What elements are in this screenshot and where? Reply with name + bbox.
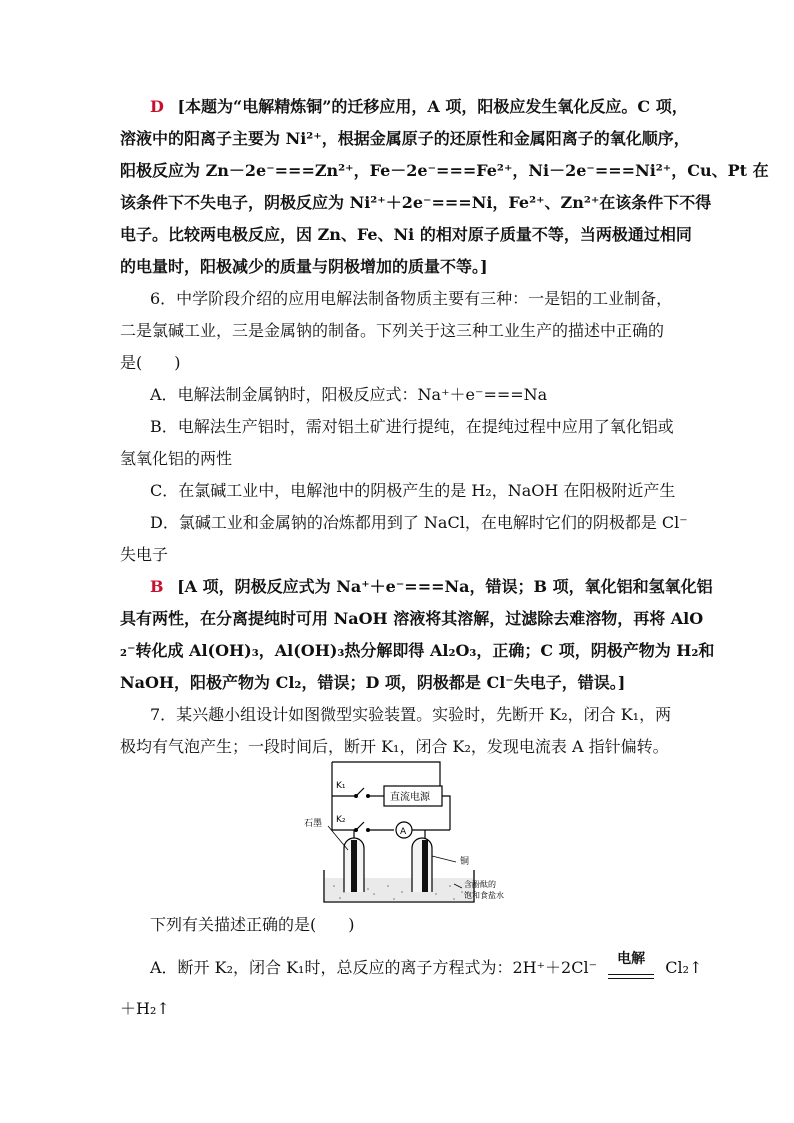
reaction-condition: 电解 [617,951,646,967]
graphite-label: 石墨 [304,819,323,829]
answer-line [150,96,688,118]
answer-text: [A 项，阴极反应式为 Na⁺＋e⁻===Na，错误；B 项，氧化铝和氢氧化铝 [177,577,713,596]
option-b: B．电解法生产铝时，需对铝土矿进行提纯，在提纯过程中应用了氧化铝或 [150,417,674,436]
answer-line [150,576,713,598]
option-d-cont: 失电子 [120,545,169,564]
option-c: C．在氯碱工业中，电解池中的阴极产生的是 H₂，NaOH 在阳极附近产生 [150,481,676,500]
question-line: 是( ) [120,353,181,372]
ammeter-label: A [400,827,407,837]
electrolysis-arrow [608,951,654,979]
question-line: 极均有气泡产生；一段时间后，断开 K₁，闭合 K₂，发现电流表 A 指针偏转。 [120,737,669,756]
solution-label-1: 含酚酞的 [464,880,496,889]
question-line: 6．中学阶段介绍的应用电解法制备物质主要有三种：一是铝的工业制备， [150,289,673,308]
answer-line: NaOH，阳极产物为 Cl₂，错误；D 项，阴极都是 Cl⁻失电子，错误。] [120,673,626,692]
answer-line: 阳极反应为 Zn－2e⁻===Zn²⁺，Fe－2e⁻===Fe²⁺，Ni－2e⁻===Ni²⁺，Cu、Pt 在 [120,161,769,180]
answer-letter: B [150,577,164,596]
answer-text: [本题为“电解精炼铜”的迁移应用，A 项，阳极应发生氧化反应。C 项， [177,97,688,116]
electrolysis-apparatus-diagram [304,756,524,906]
option-d: D．氯碱工业和金属钠的冶炼都用到了 NaCl，在电解时它们的阴极都是 Cl⁻ [150,513,688,532]
equals-arrow [608,974,654,979]
copper-label: 铜 [460,857,470,867]
k2-label: K₂ [336,815,346,825]
option-a-cont: ＋H₂↑ [120,999,170,1018]
k1-label: K₁ [336,781,346,791]
option-b-cont: 氢氧化铝的两性 [120,449,233,468]
answer-line: 电子。比较两电极反应，因 Zn、Fe、Ni 的相对原子质量不等，当两极通过相同 [120,225,692,244]
answer-letter: D [150,97,164,116]
option-a-equation-right: Cl₂↑ [665,958,703,977]
solution-label-2: 饱和食盐水 [464,891,504,900]
answer-line: ₂⁻转化成 Al(OH)₃，Al(OH)₃热分解即得 Al₂O₃，正确；C 项，阴极产物为 H₂和 [120,641,715,660]
question-line: 下列有关描述正确的是( ) [150,915,355,934]
question-line: 二是氯碱工业，三是金属钠的制备。下列关于这三种工业生产的描述中正确的 [120,321,665,340]
power-supply-label: 直流电源 [390,792,430,803]
answer-line: 溶液中的阳离子主要为 Ni²⁺，根据金属原子的还原性和金属阳离子的氧化顺序， [120,129,690,148]
question-line: 7．某兴趣小组设计如图微型实验装置。实验时，先断开 K₂，闭合 K₁，两 [150,705,672,724]
answer-line: 的电量时，阳极减少的质量与阴极增加的质量不等。] [120,257,488,276]
answer-line: 该条件下不失电子，阴极反应为 Ni²⁺＋2e⁻===Ni，Fe²⁺、Zn²⁺在该条件下不得 [120,193,712,212]
option-a: A．电解法制金属钠时，阳极反应式：Na⁺＋e⁻===Na [150,385,548,404]
answer-line: 具有两性，在分离提纯时可用 NaOH 溶液将其溶解，过滤除去难溶物，再将 AlO [120,609,704,628]
option-a-equation-left: A．断开 K₂，闭合 K₁时，总反应的离子方程式为：2H⁺＋2Cl⁻ [150,958,598,977]
option-a [150,951,703,979]
